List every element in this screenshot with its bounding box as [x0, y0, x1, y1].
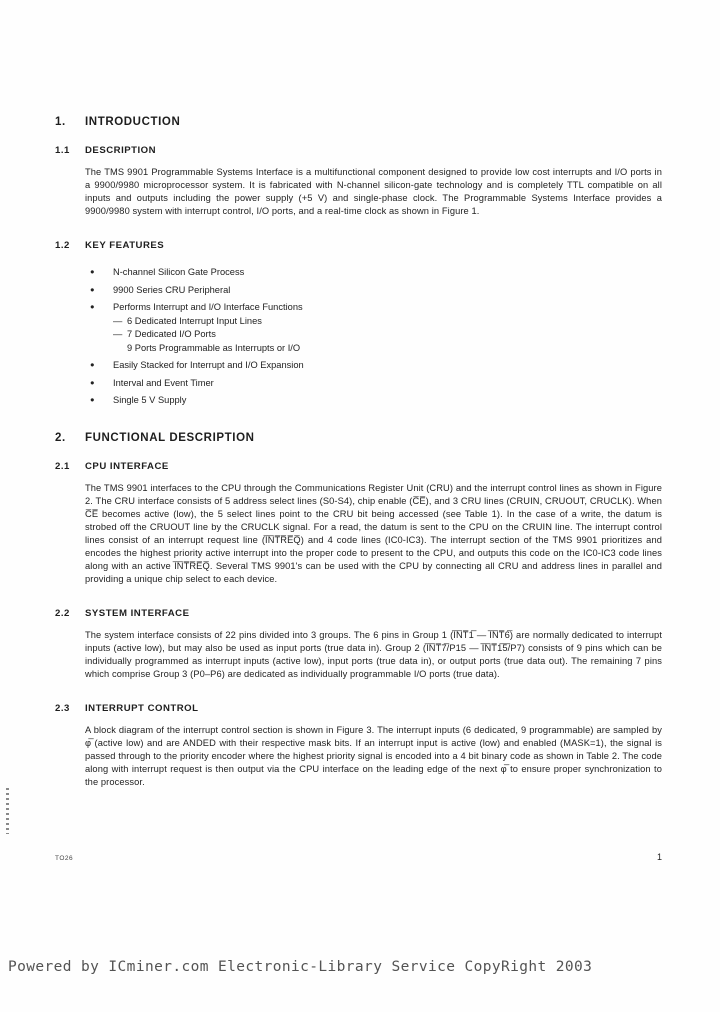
page-number: 1	[656, 852, 662, 862]
list-item	[90, 301, 662, 354]
subsection-number: 2.3	[55, 703, 70, 714]
subsection-heading-system-interface	[55, 608, 662, 619]
paragraph-description: The TMS 9901 Programmable Systems Interface is a multifunctional component designed to provide low cost interrupts and I/O ports in a 9900/9980 microprocessor system. It is fabricated with N-channel silicon-gate technology and is completely TTL compatible on all inputs and outputs including the power supply (+5 V) and single-phase clock. The Programmable Systems Interface provides a 9900/9980 system with interrupt control, I/O ports, and a real-time clock as shown in Figure 1.	[85, 167, 662, 216]
document-page	[55, 116, 662, 811]
section-heading-functional-description	[55, 432, 662, 444]
feature-group	[113, 301, 662, 354]
paragraph-interrupt-control: A block diagram of the interrupt control section is shown in Figure 3. The interrupt inputs (6 dedicated, 9 programmable) are sampled by φ̅ (active low) and are ANDED with their respective mask bits. If an interrupt input is active (low) and enabled (MASK=1), the signal is passed through to the priority encoder where the highest priority signal is encoded into a 4 bit binary code as shown in Table 2. The code along with interrupt request is then output via the CPU interface on the leading edge of the next φ̅ to ensure proper synchronization to the processor.	[85, 725, 662, 787]
feature-text: Easily Stacked for Interrupt and I/O Expansion	[113, 360, 304, 370]
feature-text: Performs Interrupt and I/O Interface Functions	[113, 302, 303, 312]
subsection-number: 2.2	[55, 608, 70, 619]
subsection-title: KEY FEATURES	[85, 240, 165, 251]
feature-text: N-channel Silicon Gate Process	[113, 267, 245, 277]
subsection-title: INTERRUPT CONTROL	[85, 703, 199, 714]
subsection-title: CPU INTERFACE	[85, 461, 169, 472]
dash-icon: —	[113, 329, 123, 339]
feature-subtext: 6 Dedicated Interrupt Input Lines	[127, 315, 262, 326]
section-number: 2.	[55, 432, 66, 444]
list-item	[90, 359, 662, 371]
subsection-number: 2.1	[55, 461, 70, 472]
feature-subtext: 7 Dedicated I/O Ports	[127, 329, 216, 339]
subsection-heading-interrupt-control	[55, 703, 662, 714]
dash-icon: —	[113, 315, 123, 326]
bullet-icon: ●	[90, 360, 95, 369]
icminer-watermark: Powered by ICminer.com Electronic-Library Service CopyRight 2003	[8, 959, 593, 975]
list-item	[90, 394, 662, 406]
subsection-number: 1.1	[55, 145, 70, 156]
subsection-heading-description	[55, 145, 662, 156]
footer-document-code: TO26	[55, 855, 74, 862]
spine-print-mark	[6, 788, 9, 834]
feature-text: Single 5 V Supply	[113, 395, 187, 405]
feature-subnote: 9 Ports Programmable as Interrupts or I/O	[127, 342, 301, 353]
section-title: INTRODUCTION	[85, 116, 181, 128]
subsection-heading-cpu-interface	[55, 461, 662, 472]
list-item	[90, 377, 662, 389]
bullet-icon: ●	[90, 302, 95, 311]
key-features-list	[90, 266, 662, 406]
section-number: 1.	[55, 116, 66, 128]
bullet-icon: ●	[90, 377, 95, 387]
section-heading-introduction	[55, 116, 662, 128]
section-title: FUNCTIONAL DESCRIPTION	[85, 432, 255, 444]
paragraph-cpu-interface: The TMS 9901 interfaces to the CPU through the Communications Register Unit (CRU) and the interrupt control lines as shown in Figure 2. The CRU interface consists of 5 address select lines (S0-S4), chip enable (C̅E̅), and 3 CRU lines (CRUIN, CRUOUT, CRUCLK). When C̅E̅ becomes active (low), the 5 select lines point to the CRU bit being accessed (see Table 1). In the case of a write, the datum is strobed off the CRUOUT line by the CRUCLK signal. For a read, the datum is sent to the CPU on the CRUIN line. The interrupt control lines consist of an interrupt request line (I̅N̅T̅R̅E̅Q̅) and 4 code lines (IC0-IC3). The interrupt section of the TMS 9901 prioritizes and encodes the highest priority active interrupt into the proper code to present to the CPU, and outputs this code on the IC0-IC3 code lines along with an active I̅N̅T̅R̅E̅Q̅. Several TMS 9901's can be used with the CPU by connecting all CRU and address lines in parallel and providing a unique chip select to each device.	[85, 483, 662, 584]
feature-text: 9900 Series CRU Peripheral	[113, 284, 231, 295]
paragraph-system-interface: The system interface consists of 22 pins divided into 3 groups. The 6 pins in Group 1 (I̅N̅T̅1̅ — I̅N̅T̅6̅) are normally dedicated to interrupt inputs (active low), but may also be used as input ports (true data in). Group 2 (I̅N̅T̅7̅/P15 — I̅N̅T̅1̅5̅/P7) consists of 9 pins which can be individually programmed as interrupt inputs (active low), input ports (true data in), or output ports (true data out). The remaining 7 pins which comprise Group 3 (P0–P6) are dedicated as individually programmable I/O ports (true data).	[85, 630, 662, 679]
sub-list-item	[113, 315, 662, 327]
list-item	[90, 284, 662, 296]
subsection-title: DESCRIPTION	[85, 145, 157, 156]
subsection-number: 1.2	[55, 240, 70, 251]
bullet-icon: ●	[90, 267, 95, 276]
feature-text: Interval and Event Timer	[113, 377, 214, 388]
bullet-icon: ●	[90, 284, 95, 294]
bullet-icon: ●	[90, 395, 95, 404]
subsection-title: SYSTEM INTERFACE	[85, 608, 190, 619]
page-footer	[55, 852, 662, 862]
subsection-heading-key-features	[55, 240, 662, 251]
list-item	[90, 266, 662, 278]
sub-list-item	[113, 328, 662, 340]
